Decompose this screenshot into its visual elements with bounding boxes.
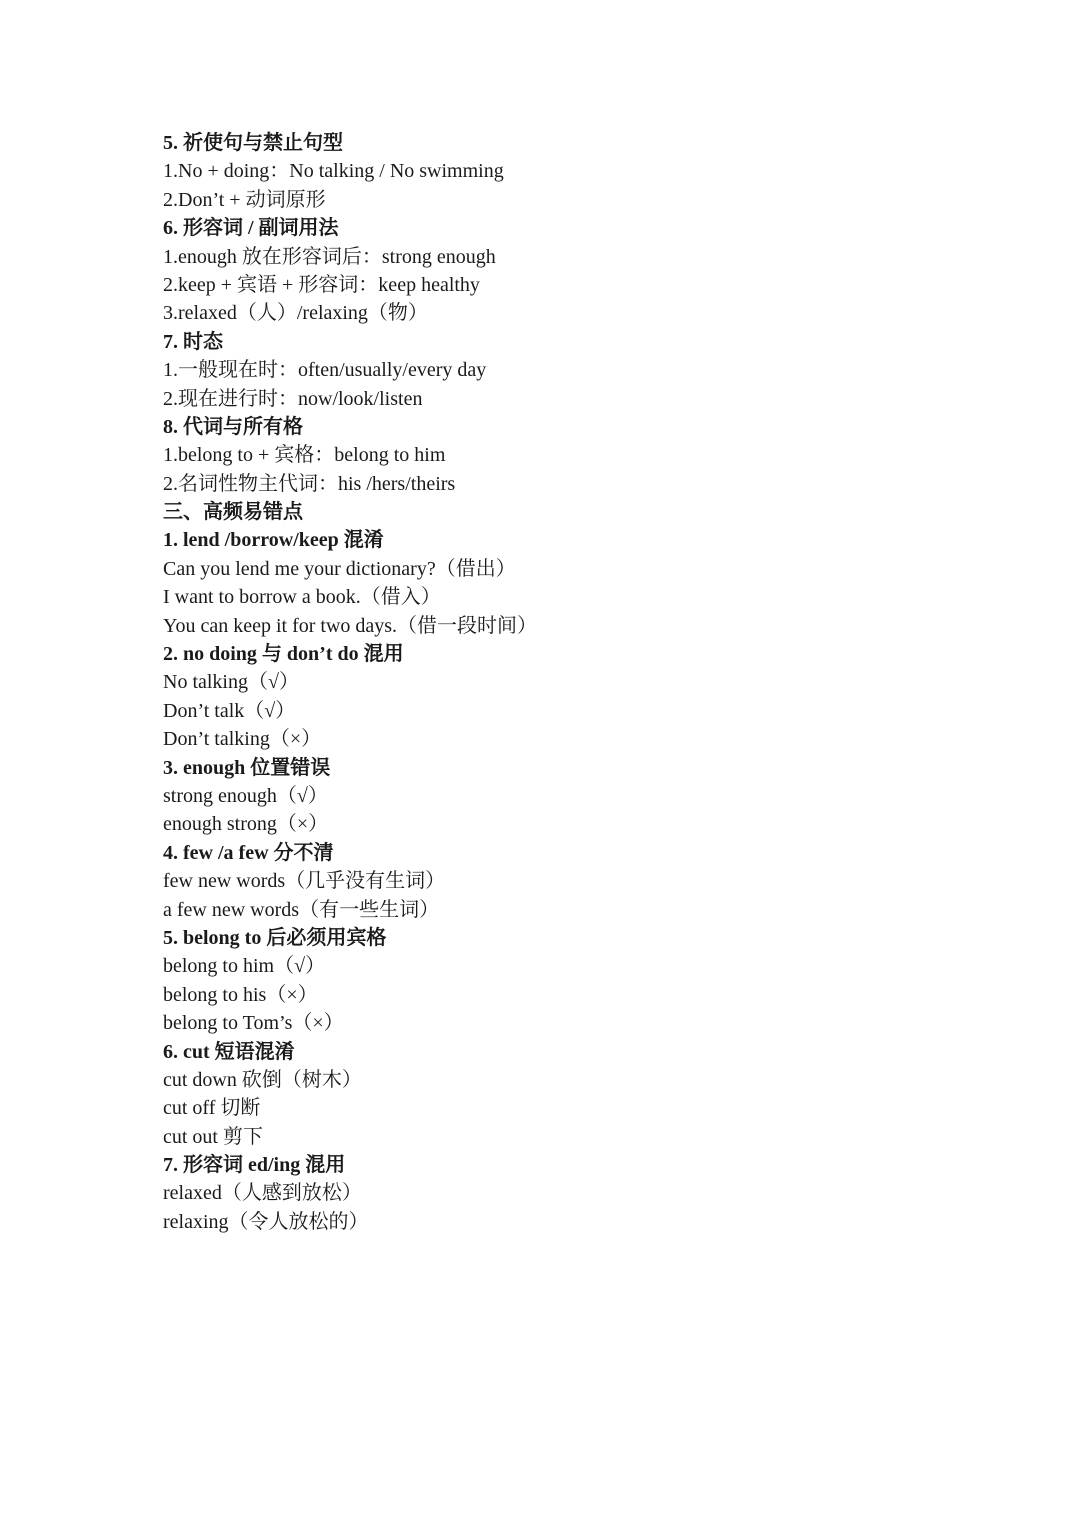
section-heading: 5. 祈使句与禁止句型	[163, 132, 343, 154]
section-heading: 6. 形容词 / 副词用法	[163, 217, 339, 240]
text-line: No talking（√）	[163, 671, 299, 694]
text-line: a few new words（有一些生词）	[163, 898, 440, 921]
text-line: 2.名词性物主代词：his /hers/theirs	[163, 472, 456, 495]
section-heading: 7. 时态	[163, 330, 223, 353]
text-line: belong to him（√）	[163, 955, 326, 978]
text-line: Can you lend me your dictionary?（借出）	[163, 557, 516, 580]
text-line: Don’t talking（×）	[163, 728, 322, 751]
section-heading: 3. enough 位置错误	[163, 756, 331, 779]
section-heading: 1. lend /borrow/keep 混淆	[163, 529, 384, 552]
text-line: 2.现在进行时：now/look/listen	[163, 387, 423, 410]
text-line: relaxed（人感到放松）	[163, 1182, 362, 1205]
text-line: Don’t talk（√）	[163, 699, 296, 722]
text-line: strong enough（√）	[163, 784, 328, 807]
section-heading: 4. few /a few 分不清	[163, 841, 334, 864]
text-line: belong to his（×）	[163, 983, 318, 1006]
text-line: 2.Don’t + 动词原形	[163, 188, 326, 211]
section-heading: 6. cut 短语混淆	[163, 1040, 295, 1063]
section-heading: 7. 形容词 ed/ing 混用	[163, 1154, 346, 1177]
section-heading: 三、高频易错点	[163, 501, 303, 524]
section-heading: 2. no doing 与 don’t do 混用	[163, 643, 404, 666]
text-line: few new words（几乎没有生词）	[163, 870, 446, 893]
text-line: relaxing（令人放松的）	[163, 1210, 369, 1233]
text-line: 2.keep + 宾语 + 形容词：keep healthy	[163, 273, 480, 296]
text-line: 3.relaxed（人）/relaxing（物）	[163, 302, 428, 325]
section-heading: 8. 代词与所有格	[163, 415, 303, 438]
text-line: 1.enough 放在形容词后：strong enough	[163, 245, 496, 268]
text-line: enough strong（×）	[163, 813, 329, 836]
text-line: cut off 切断	[163, 1097, 261, 1120]
text-line: You can keep it for two days.（借一段时间）	[163, 614, 538, 637]
text-line: 1.belong to + 宾格：belong to him	[163, 444, 446, 467]
document-body	[163, 129, 1023, 1236]
text-line: cut down 砍倒（树木）	[163, 1068, 362, 1091]
text-line: cut out 剪下	[163, 1125, 263, 1148]
text-line: 1.No + doing：No talking / No swimming	[163, 160, 504, 183]
text-line: I want to borrow a book.（借入）	[163, 586, 441, 609]
text-line: belong to Tom’s（×）	[163, 1012, 344, 1035]
text-line: 1.一般现在时：often/usually/every day	[163, 359, 487, 382]
section-heading: 5. belong to 后必须用宾格	[163, 926, 387, 949]
